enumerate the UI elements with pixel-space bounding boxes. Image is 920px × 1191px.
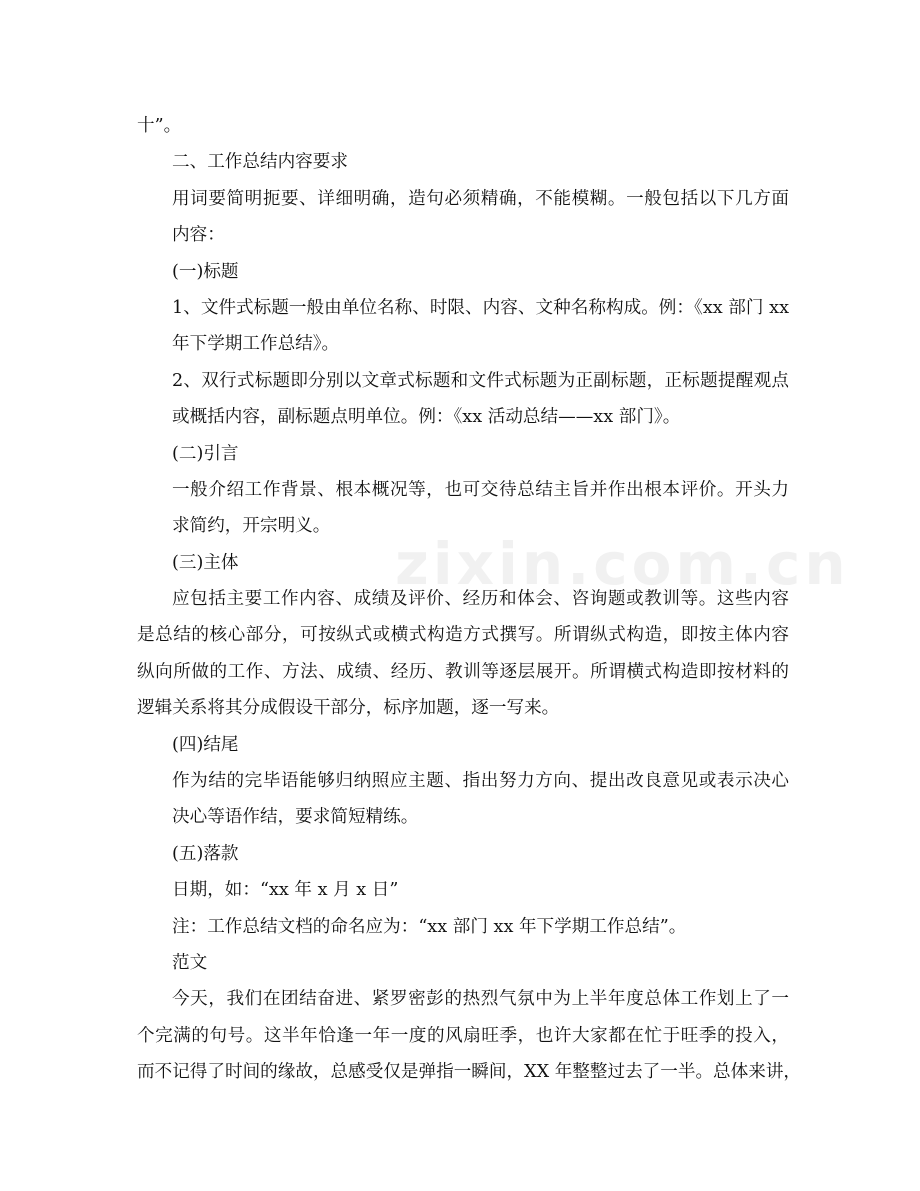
text-line: (二)引言 — [172, 443, 239, 464]
text-line: 二、工作总结内容要求 — [172, 152, 348, 173]
text-line: 用词要简明扼要、详细明确，造句必须精确，不能模糊。一般包括以下几方面 — [172, 188, 789, 209]
watermark: zixin.com.cn — [395, 530, 850, 598]
text-line: 决心等语作结，要求简短精练。 — [172, 807, 419, 828]
text-line: 个完满的句号。这半年恰逢一年一度的风扇旺季，也许大家都在忙于旺季的投入， — [137, 1025, 789, 1046]
text-line: (一)标题 — [172, 261, 239, 282]
document-body — [137, 108, 802, 1091]
text-line: 纵向所做的工作、方法、成绩、经历、教训等逐层展开。所谓横式构造即按材料的 — [137, 661, 789, 682]
text-line: (五)落款 — [172, 843, 239, 864]
text-line: 而不记得了时间的缘故，总感受仅是弹指一瞬间，XX 年整整过去了一半。总体来讲， — [137, 1062, 802, 1083]
text-line: 2、双行式标题即分别以文章式标题和文件式标题为正副标题，正标题提醒观点 — [172, 370, 789, 391]
text-line: (四)结尾 — [172, 734, 239, 755]
text-line: (三)主体 — [172, 552, 239, 573]
text-line: 逻辑关系将其分成假设干部分，标序加题，逐一写来。 — [137, 698, 560, 719]
text-line: 1、文件式标题一般由单位名称、时限、内容、文种名称构成。例：《xx 部门 xx — [172, 297, 789, 318]
text-line: 年下学期工作总结》。 — [172, 334, 340, 355]
text-line: 内容： — [172, 225, 225, 246]
text-line: 注：工作总结文档的命名应为：“xx 部门 xx 年下学期工作总结”。 — [172, 916, 687, 937]
text-line: 应包括主要工作内容、成绩及评价、经历和体会、咨询题或教训等。这些内容 — [172, 589, 789, 610]
text-line: 一般介绍工作背景、根本概况等，也可交待总结主旨并作出根本评价。开头力 — [172, 479, 789, 500]
text-line: 是总结的核心部分，可按纵式或横式构造方式撰写。所谓纵式构造，即按主体内容 — [137, 625, 789, 646]
text-line: 今天，我们在团结奋进、紧罗密彭的热烈气氛中为上半年度总体工作划上了一 — [172, 989, 789, 1010]
text-line: 作为结的完毕语能够归纳照应主题、指出努力方向、提出改良意见或表示决心 — [172, 771, 789, 792]
text-line: 范文 — [172, 952, 208, 973]
text-line: 日期，如：“xx 年 x 月 x 日” — [172, 880, 399, 901]
text-line: 或概括内容，副标题点明单位。例：《xx 活动总结——xx 部门》。 — [172, 407, 681, 428]
text-line: 求简约，开宗明义。 — [172, 516, 331, 537]
text-line: 十”。 — [137, 116, 182, 136]
